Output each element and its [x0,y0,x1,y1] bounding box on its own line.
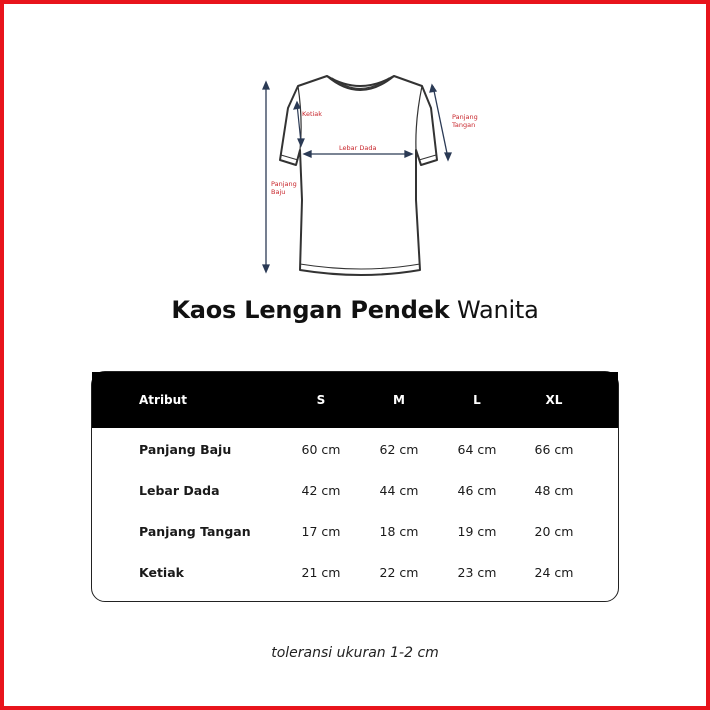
table-cell: 60 cm [301,442,341,457]
table-cell: 17 cm [301,524,341,539]
tshirt-diagram [255,70,478,282]
table-cell: 46 cm [457,483,497,498]
table-cell: 62 cm [379,442,419,457]
table-row [92,565,618,585]
row-label: Panjang Baju [139,442,232,457]
table-row [92,524,618,544]
header-l: L [473,393,481,407]
panjang-baju-arrow [263,82,269,272]
table-row [92,483,618,503]
row-label: Lebar Dada [139,483,220,498]
table-cell: 24 cm [534,565,574,580]
title-light: Wanita [456,296,539,324]
panjang-baju-label-2: Baju [271,188,286,196]
title-bold: Kaos Lengan Pendek [171,296,450,324]
table-cell: 44 cm [379,483,419,498]
header-atribut: Atribut [139,393,187,407]
table-row [92,442,618,462]
table-cell: 23 cm [457,565,497,580]
table-cell: 66 cm [534,442,574,457]
table-cell: 21 cm [301,565,341,580]
panjang-tangan-label-1: Panjang [452,113,478,121]
table-cell: 48 cm [534,483,574,498]
ketiak-label: Ketiak [302,110,323,118]
table-cell: 64 cm [457,442,497,457]
tshirt-outline [280,76,437,275]
panjang-baju-label-1: Panjang [271,180,297,188]
table-cell: 20 cm [534,524,574,539]
size-chart-table [91,371,619,602]
table-cell: 22 cm [379,565,419,580]
tolerance-note: toleransi ukuran 1-2 cm [271,645,439,661]
page-title [0,296,710,324]
table-cell: 19 cm [457,524,497,539]
header-m: M [393,393,405,407]
lebar-dada-label: Lebar Dada [339,144,377,152]
row-label: Ketiak [139,565,184,580]
header-s: S [316,393,326,407]
panjang-tangan-label-2: Tangan [452,121,476,129]
table-header [92,372,618,428]
table-cell: 18 cm [379,524,419,539]
header-xl: XL [545,393,563,407]
table-cell: 42 cm [301,483,341,498]
row-label: Panjang Tangan [139,524,251,539]
